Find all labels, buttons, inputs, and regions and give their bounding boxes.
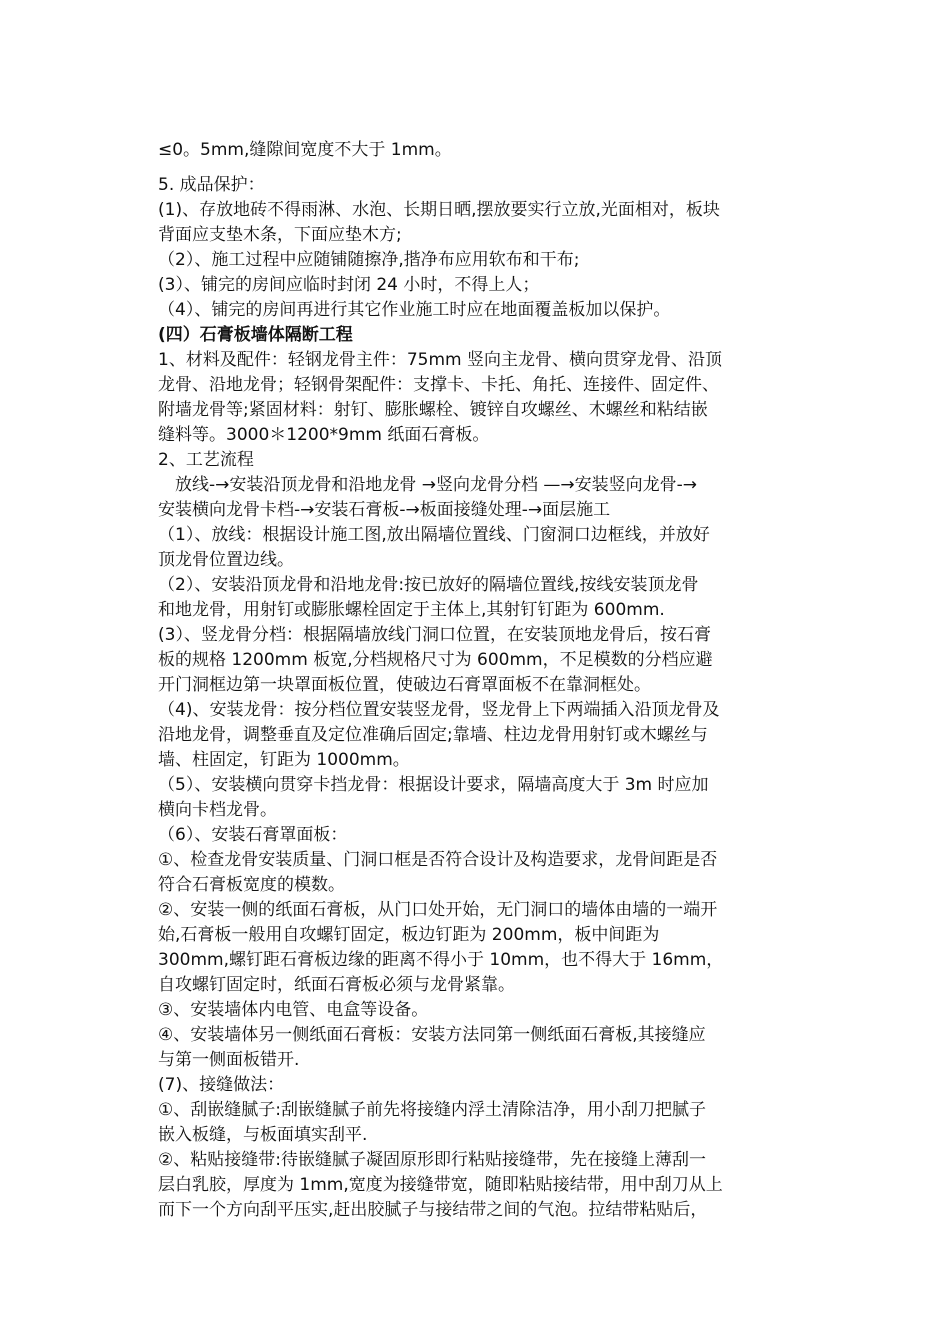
text-line: （6）、安装石膏罩面板：	[158, 825, 348, 845]
text-line: 龙骨、沿地龙骨；轻钢骨架配件：支撑卡、卡托、角托、连接件、固定件、	[158, 375, 719, 395]
text-line: 沿地龙骨，调整垂直及定位准确后固定;靠墙、柱边龙骨用射钉或木螺丝与	[158, 725, 708, 745]
text-line: 自攻螺钉固定时，纸面石膏板必须与龙骨紧靠。	[158, 975, 515, 995]
text-line: 安装横向龙骨卡档-→安装石膏板-→板面接缝处理-→面层施工	[158, 500, 611, 520]
text-line: 开门洞框边第一块罩面板位置，使破边石膏罩面板不在靠洞框处。	[158, 675, 651, 695]
text-line: 与第一侧面板错开.	[158, 1050, 300, 1070]
text-line: 嵌入板缝，与板面填实刮平.	[158, 1125, 368, 1145]
text-line: 层白乳胶，厚度为 1mm,宽度为接缝带宽，随即粘贴接结带，用中刮刀从上	[158, 1175, 723, 1195]
document-page	[158, 138, 798, 1223]
text-line: （2）、施工过程中应随铺随擦净,揩净布应用软布和干布;	[158, 250, 580, 270]
text-line: 背面应支垫木条，下面应垫木方;	[158, 225, 402, 245]
text-line: ①、检查龙骨安装质量、门洞口框是否符合设计及构造要求，龙骨间距是否	[158, 850, 718, 870]
text-line: 和地龙骨，用射钉或膨胀螺栓固定于主体上,其射钉钉距为 600mm.	[158, 600, 665, 620]
text-line: 300mm,螺钉距石膏板边缘的距离不得小于 10mm，也不得大于 16mm，	[158, 950, 724, 970]
text-line: 始,石膏板一般用自攻螺钉固定，板边钉距为 200mm，板中间距为	[158, 925, 660, 945]
text-line: 5. 成品保护：	[158, 175, 265, 195]
text-line: 2、工艺流程	[158, 450, 254, 470]
text-line: (3）、竖龙骨分档：根据隔墙放线门洞口位置，在安装顶地龙骨后，按石膏	[158, 625, 711, 645]
text-line: （2）、安装沿顶龙骨和沿地龙骨:按已放好的隔墙位置线,按线安装顶龙骨	[158, 575, 699, 595]
text-line: ②、粘贴接缝带:待嵌缝腻子凝固原形即行粘贴接缝带，先在接缝上薄刮一	[158, 1150, 706, 1170]
text-line: （1）、放线：根据设计施工图,放出隔墙位置线、门窗洞口边框线，并放好	[158, 525, 710, 545]
text-line: ②、安装一侧的纸面石膏板，从门口处开始，无门洞口的墙体由墙的一端开	[158, 900, 718, 920]
text-line: (3）、铺完的房间应临时封闭 24 小时，不得上人；	[158, 275, 540, 295]
text-line: 顶龙骨位置边线。	[158, 550, 294, 570]
text-line: (1)、存放地砖不得雨淋、水泡、长期日晒,摆放要实行立放,光面相对，板块	[158, 200, 720, 220]
text-line: ①、刮嵌缝腻子:刮嵌缝腻子前先将接缝内浮土清除洁净，用小刮刀把腻子	[158, 1100, 706, 1120]
text-line: ③、安装墙体内电管、电盒等设备。	[158, 1000, 429, 1020]
text-line: 墙、柱固定，钉距为 1000mm。	[158, 750, 410, 770]
text-line: （4）、铺完的房间再进行其它作业施工时应在地面覆盖板加以保护。	[158, 300, 671, 320]
text-line: 板的规格 1200mm 板宽,分档规格尺寸为 600mm，不足模数的分档应避	[158, 650, 713, 670]
text-line: 附墙龙骨等;紧固材料：射钉、膨胀螺栓、镀锌自攻螺丝、木螺丝和粘结嵌	[158, 400, 708, 420]
text-line: 而下一个方向刮平压实,赶出胶腻子与接结带之间的气泡。拉结带粘贴后，	[158, 1200, 708, 1220]
text-line: 1、材料及配件：轻钢龙骨主件：75mm 竖向主龙骨、横向贯穿龙骨、沿顶	[158, 350, 722, 370]
text-line: ≤0。5mm,缝隙间宽度不大于 1mm。	[158, 140, 452, 160]
paragraph-gap	[158, 163, 798, 173]
text-line: 缝料等。3000＊1200*9mm 纸面石膏板。	[158, 425, 490, 445]
text-line: (7)、接缝做法：	[158, 1075, 285, 1095]
text-line: （5）、安装横向贯穿卡挡龙骨：根据设计要求，隔墙高度大于 3m 时应加	[158, 775, 709, 795]
section-heading: (四）石膏板墙体隔断工程	[158, 325, 353, 345]
text-line: ④、安装墙体另一侧纸面石膏板：安装方法同第一侧纸面石膏板,其接缝应	[158, 1025, 706, 1045]
text-line: 横向卡档龙骨。	[158, 800, 277, 820]
text-line: 符合石膏板宽度的模数。	[158, 875, 345, 895]
text-line: 放线-→安装沿顶龙骨和沿地龙骨 →竖向龙骨分档 —→安装竖向龙骨-→	[158, 475, 698, 495]
text-line: （4)、安装龙骨：按分档位置安装竖龙骨，竖龙骨上下两端插入沿顶龙骨及	[158, 700, 720, 720]
